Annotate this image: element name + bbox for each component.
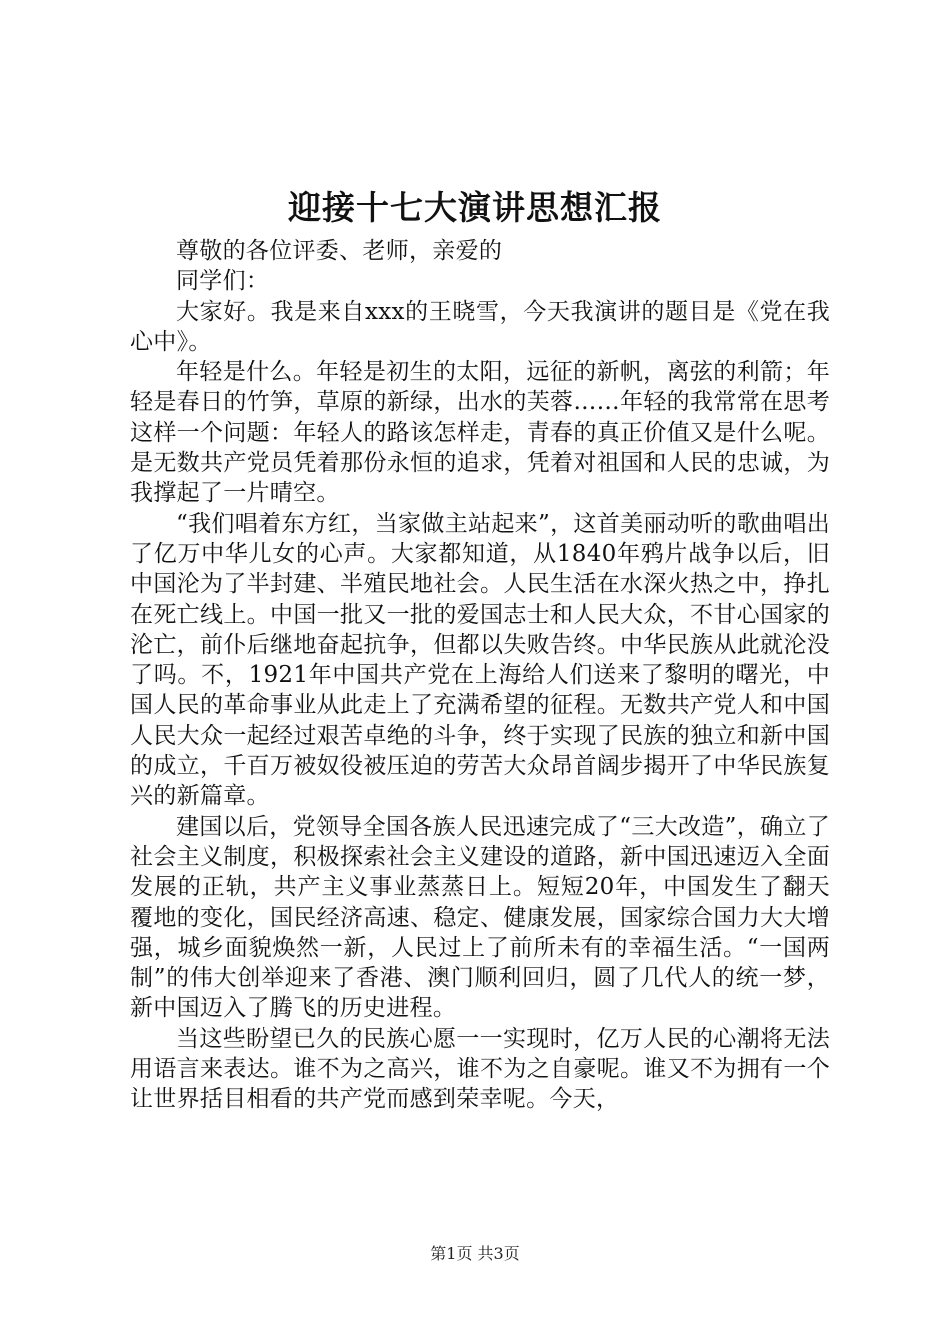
document-title: 迎接十七大演讲思想汇报: [288, 188, 662, 227]
paragraph-founding: 建国以后，党领导全国各族人民迅速完成了“三大改造”，确立了社会主义制度，积极探索社会主义建设的道路，新中国迅速迈入全面发展的正轨，共产主义事业蒸蒸日上。短短20年，中国发生了翻天覆地的变化，国民经济高速、稳定、健康发展，国家综合国力大大增强，城乡面貌焕然一新，人民过上了前所未有的幸福生活。“一国两制”的伟大创举迎来了香港、澳门顺利回归，圆了几代人的统一梦，新中国迈入了腾飞的历史进程。: [130, 813, 830, 1022]
paragraph-history: “我们唱着东方红，当家做主站起来”，这首美丽动听的歌曲唱出了亿万中华儿女的心声。大家都知道，从1840年鸦片战争以后，旧中国沦为了半封建、半殖民地社会。人民生活在水深火热之中，挣扎在死亡线上。中国一批又一批的爱国志士和人民大众，不甘心国家的沦亡，前仆后继地奋起抗争，但都以失败告终。中华民族从此就沦没了吗。不，1921年中国共产党在上海给人们送来了黎明的曙光，中国人民的革命事业从此走上了充满希望的征程。无数共产党人和中国人民大众一起经过艰苦卓绝的斗争，终于实现了民族的独立和新中国的成立，千百万被奴役被压迫的劳苦大众昂首阔步揭开了中华民族复兴的新篇章。: [130, 510, 830, 810]
document-body: [130, 236, 830, 1115]
page-footer: 第1页 共3页: [430, 1244, 520, 1263]
paragraph-today: 当这些盼望已久的民族心愿一一实现时，亿万人民的心潮将无法用语言来表达。谁不为之高兴，谁不为之自豪呢。谁又不为拥有一个让世界括目相看的共产党而感到荣幸呢。今天，: [130, 1025, 830, 1113]
salutation-line-2: 同学们：: [176, 268, 270, 295]
paragraph-greeting: 大家好。我是来自xxx的王晓雪，今天我演讲的题目是《党在我心中》。: [130, 298, 830, 355]
salutation-line-1: 尊敬的各位评委、老师，亲爱的: [176, 238, 503, 264]
paragraph-youth: 年轻是什么。年轻是初生的太阳，远征的新帆，离弦的利箭；年轻是春日的竹笋，草原的新绿，出水的芙蓉……年轻的我常常在思考这样一个问题：年轻人的路该怎样走，青春的真正价值又是什么呢。是无数共产党员凭着那份永恒的追求，凭着对祖国和人民的忠诚，为我撑起了一片晴空。: [130, 359, 830, 507]
